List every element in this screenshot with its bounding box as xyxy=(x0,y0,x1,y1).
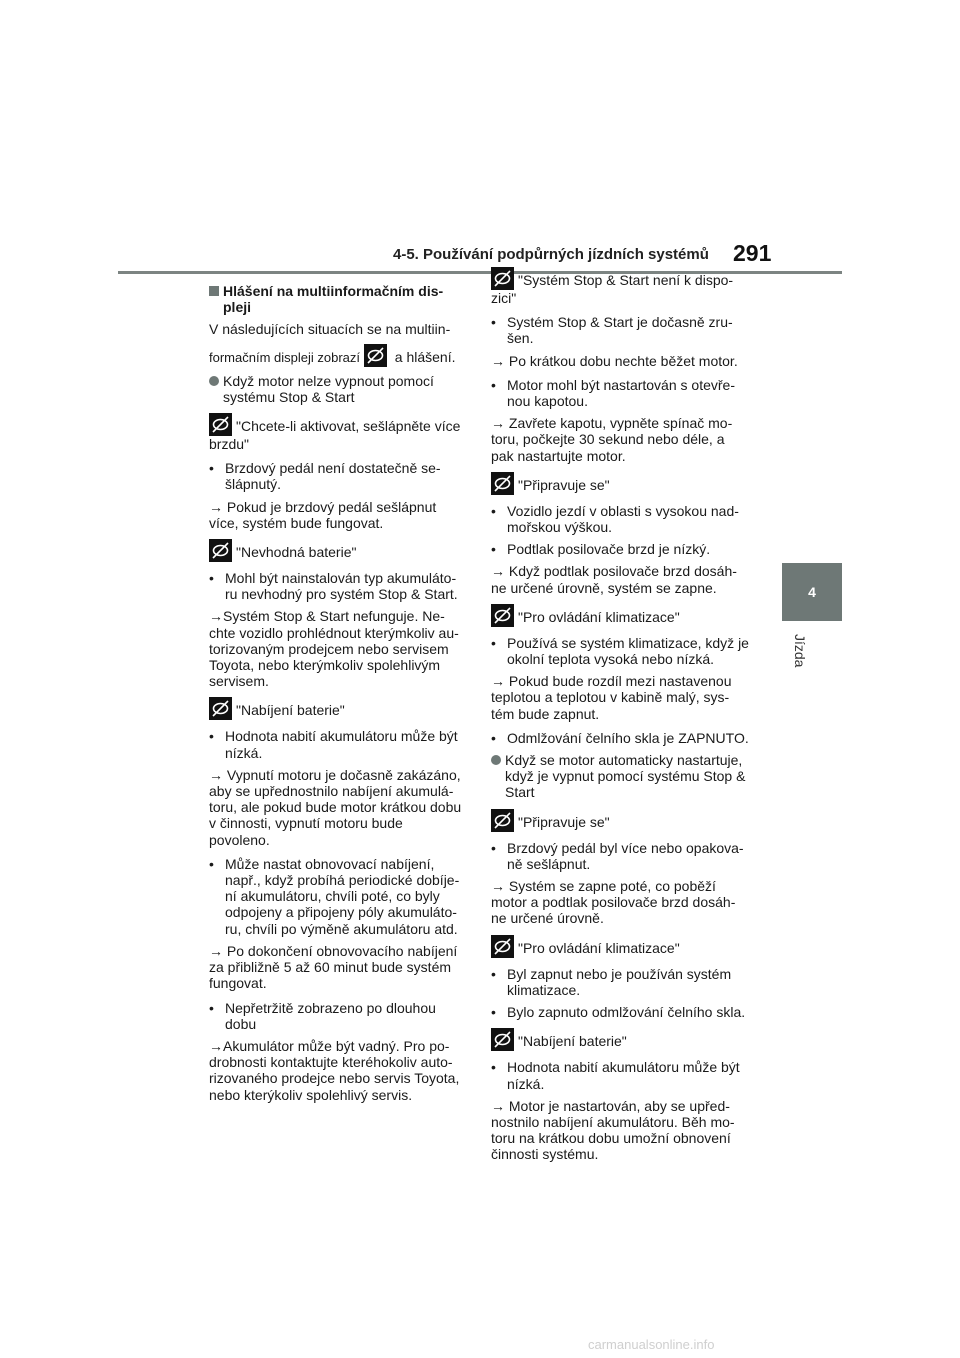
remedy-text: → Když podtlak posilovače brzd dosáh-ne určené úrovně, systém se zapne. xyxy=(491,563,737,596)
square-bullet-icon xyxy=(209,286,219,296)
remedy-text: →Systém Stop & Start nefunguje. Ne-chte vozidlo prohlédnout kterýmkoliv au-torizovaným prodejcem nebo servisem Toyota, nebo kterýmkoliv spolehlivým servisem. xyxy=(209,608,459,690)
left-column xyxy=(209,283,467,1111)
header-title: 4-5. Používání podpůrných jízdních systémů xyxy=(393,246,709,263)
stop-start-indicator-icon xyxy=(491,604,514,627)
message-7: "Připravuje se" xyxy=(491,809,749,832)
stop-start-indicator-icon xyxy=(209,697,232,720)
subsection-heading: Když se motor automaticky nastartuje, když je vypnut pomocí systému Stop & Start xyxy=(491,752,749,801)
stop-start-indicator-icon xyxy=(209,413,232,436)
stop-start-indicator-icon xyxy=(491,267,514,290)
message-6: "Pro ovládání klimatizace" xyxy=(491,604,749,627)
message-8: "Pro ovládání klimatizace" xyxy=(491,935,749,958)
list-item: • Brzdový pedál není dostatečně se-šlápnutý. xyxy=(209,460,441,493)
chapter-number: 4 xyxy=(808,584,816,600)
stop-start-indicator-icon xyxy=(364,344,387,367)
remedy-text: → Motor je nastartován, aby se upřed-nostnilo nabíjení akumulátoru. Běh mo-toru na krátkou dobu umožní obnovení činnosti systému. xyxy=(491,1097,735,1163)
remedy-text: → Zavřete kapotu, vypněte spínač mo-toru, počkejte 30 sekund nebo déle, a pak nastartujte motor. xyxy=(491,415,733,464)
intro-line-1: V následujících situacích se na multiin- xyxy=(209,321,451,338)
circle-bullet-icon xyxy=(491,755,501,765)
message-5: "Připravuje se" xyxy=(491,472,749,495)
message-1: "Chcete-li aktivovat, sešlápněte více brzdu" xyxy=(209,413,467,452)
remedy-text: → Systém se zapne poté, co poběží motor a podtlak posilovače brzd dosáh-ne určené úrovně. xyxy=(491,878,736,927)
list-item: • Bylo zapnuto odmlžování čelního skla. xyxy=(491,1004,746,1021)
list-item: • Systém Stop & Start je dočasně zru-šen. xyxy=(491,314,733,347)
list-item: • Hodnota nabití akumulátoru může být nízká. xyxy=(209,728,458,761)
chapter-label: Jízda xyxy=(792,634,808,668)
message-9: "Nabíjení baterie" xyxy=(491,1028,749,1051)
remedy-text: → Pokud bude rozdíl mezi nastavenou teplotou a teplotou v kabině malý, sys-tém bude zapnut. xyxy=(491,673,732,722)
chapter-tab[interactable] xyxy=(782,563,842,621)
stop-start-indicator-icon xyxy=(209,539,232,562)
list-item: • Byl zapnut nebo je používán systém klimatizace. xyxy=(491,965,732,998)
list-item: • Brzdový pedál byl více nebo opakova-ně sešlápnut. xyxy=(491,839,744,872)
page-number: 291 xyxy=(733,240,772,266)
message-4: "Systém Stop & Start není k dispo-zici" xyxy=(491,267,749,306)
stop-start-indicator-icon xyxy=(491,809,514,832)
stop-start-indicator-icon xyxy=(491,1028,514,1051)
list-item: • Odmlžování čelního skla je ZAPNUTO. xyxy=(491,729,749,746)
remedy-text: →Akumulátor může být vadný. Pro po-drobnosti kontaktujte kteréhokoliv auto-rizovaného prodejce nebo servis Toyota, nebo kterýkoliv spolehlivý servis. xyxy=(209,1037,460,1103)
list-item: • Používá se systém klimatizace, když je okolní teplota vysoká nebo nízká. xyxy=(491,634,749,668)
remedy-text: → Pokud je brzdový pedál sešlápnut více, systém bude fungovat. xyxy=(209,498,437,531)
right-column xyxy=(491,259,749,1171)
list-item: • Nepřetržitě zobrazeno po dlouhou dobu xyxy=(209,999,436,1032)
list-item: • Motor mohl být nastartován s otevře-nou kapotou. xyxy=(491,376,735,410)
list-item: • Hodnota nabití akumulátoru může být nízká. xyxy=(491,1059,740,1092)
message-3: "Nabíjení baterie" xyxy=(209,697,467,720)
stop-start-indicator-icon xyxy=(491,472,514,495)
circle-bullet-icon xyxy=(209,376,219,386)
list-item: • Mohl být nainstalován typ akumuláto-ru nevhodný pro systém Stop & Start. xyxy=(209,570,458,603)
subsection-heading: Když motor nelze vypnout pomocí systému Stop & Start xyxy=(209,373,467,405)
list-item: • Vozidlo jezdí v oblasti s vysokou nad-mořskou výškou. xyxy=(491,502,739,536)
remedy-text: → Vypnutí motoru je dočasně zakázáno, aby se upřednostnilo nabíjení akumulá-toru, ale pokud bude motor krátkou dobu v činnosti, vypnutí motoru bude povoleno. xyxy=(209,766,462,848)
intro-line-2: formačním displeji zobrazí a hlášení. xyxy=(209,344,467,367)
list-item: • Může nastat obnovovací nabíjení, např., když probíhá periodické dobíje-ní akumulátoru, chvíli poté, co byly odpojeny a připojeny póly akumuláto-ru, chvíli po výměně akumulátoru atd. xyxy=(209,855,460,937)
remedy-text: → Po krátkou dobu nechte běžet motor. xyxy=(491,352,738,369)
footer-watermark: carmanualsonline.info xyxy=(588,1337,715,1352)
section-heading: Hlášení na multiinformačním dis-pleji xyxy=(209,283,467,315)
message-2: "Nevhodná baterie" xyxy=(209,539,467,562)
remedy-text: → Po dokončení obnovovacího nabíjení za přibližně 5 až 60 minut bude systém fungovat. xyxy=(209,942,458,992)
list-item: • Podtlak posilovače brzd je nízký. xyxy=(491,541,711,558)
stop-start-indicator-icon xyxy=(491,935,514,958)
